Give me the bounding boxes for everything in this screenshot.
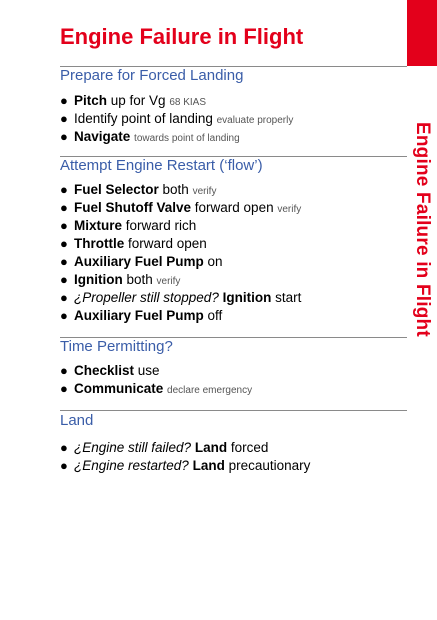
section-heading: Time Permitting? xyxy=(60,338,173,355)
item-text: Communicate xyxy=(74,381,164,396)
bullet-icon: ● xyxy=(60,381,68,396)
checklist-item xyxy=(60,271,407,289)
bullet-icon: ● xyxy=(60,218,68,233)
item-text: up for Vg xyxy=(107,93,170,108)
item-text: Ignition xyxy=(74,272,123,287)
item-text: start xyxy=(271,290,302,305)
section-divider xyxy=(60,410,407,411)
item-text: both xyxy=(158,182,193,197)
item-text: use xyxy=(134,363,160,378)
item-text: forward rich xyxy=(122,218,197,233)
item-text: forward open xyxy=(191,200,278,215)
bullet-icon: ● xyxy=(60,458,68,473)
side-tab xyxy=(407,0,437,620)
checklist-item xyxy=(60,307,407,325)
section-land xyxy=(60,412,407,475)
section-heading: Land xyxy=(60,412,94,429)
checklist xyxy=(60,181,407,325)
checklist-item xyxy=(60,181,407,199)
side-tab-color-block xyxy=(407,0,437,66)
item-text: Checklist xyxy=(74,363,135,378)
bullet-icon: ● xyxy=(60,254,68,269)
item-text: off xyxy=(203,308,223,323)
item-text: ¿Engine restarted? xyxy=(74,458,189,473)
item-text: evaluate properly xyxy=(216,115,294,126)
item-text: forward open xyxy=(124,236,207,251)
item-text: Auxiliary Fuel Pump xyxy=(74,308,204,323)
checklist xyxy=(60,92,407,146)
item-text: verify xyxy=(156,276,181,287)
bullet-icon: ● xyxy=(60,272,68,287)
checklist-item xyxy=(60,380,407,398)
section-prepare-forced-landing xyxy=(60,67,407,146)
checklist-item xyxy=(60,199,407,217)
item-text: Fuel Selector xyxy=(74,182,159,197)
bullet-icon: ● xyxy=(60,440,68,455)
checklist xyxy=(60,439,407,475)
section-heading: Prepare for Forced Landing xyxy=(60,67,244,84)
item-text: on xyxy=(203,254,223,269)
item-text: Mixture xyxy=(74,218,123,233)
bullet-icon: ● xyxy=(60,236,68,251)
checklist-item xyxy=(60,457,407,475)
checklist-item xyxy=(60,362,407,380)
item-text: declare emergency xyxy=(167,385,253,396)
item-text: Navigate xyxy=(74,129,131,144)
item-text: Throttle xyxy=(74,236,125,251)
bullet-icon: ● xyxy=(60,129,68,144)
item-text: ¿Propeller still stopped? xyxy=(74,290,219,305)
item-text: forced xyxy=(227,440,269,455)
item-text: Land xyxy=(192,458,225,473)
item-text: Ignition xyxy=(222,290,272,305)
item-text: verify xyxy=(192,186,217,197)
bullet-icon: ● xyxy=(60,111,68,126)
bullet-icon: ● xyxy=(60,290,68,305)
item-text: precautionary xyxy=(224,458,311,473)
item-text: towards point of landing xyxy=(134,133,240,144)
bullet-icon: ● xyxy=(60,363,68,378)
item-text: both xyxy=(122,272,157,287)
bullet-icon: ● xyxy=(60,308,68,323)
item-text: 68 KIAS xyxy=(169,97,207,108)
checklist-item xyxy=(60,253,407,271)
side-tab-label: Engine Failure in Flight xyxy=(412,122,433,337)
section-heading: Attempt Engine Restart (‘flow’) xyxy=(60,157,263,174)
bullet-icon: ● xyxy=(60,93,68,108)
checklist-item xyxy=(60,439,407,457)
item-text: ¿Engine still failed? xyxy=(74,440,192,455)
bullet-icon: ● xyxy=(60,182,68,197)
checklist-item xyxy=(60,289,407,307)
bullet-icon: ● xyxy=(60,200,68,215)
section-time-permitting xyxy=(60,338,407,398)
checklist-item xyxy=(60,92,407,110)
checklist-item xyxy=(60,128,407,146)
item-text: Fuel Shutoff Valve xyxy=(74,200,192,215)
checklist-item xyxy=(60,217,407,235)
section-attempt-engine-restart xyxy=(60,157,407,325)
item-text: Pitch xyxy=(74,93,108,108)
item-text: Land xyxy=(194,440,228,455)
checklist-item xyxy=(60,235,407,253)
checklist xyxy=(60,362,407,398)
item-text: Identify point of landing xyxy=(74,111,217,126)
page-title: Engine Failure in Flight xyxy=(60,24,304,49)
item-text: Auxiliary Fuel Pump xyxy=(74,254,204,269)
checklist-item xyxy=(60,110,407,128)
item-text: verify xyxy=(277,204,302,215)
